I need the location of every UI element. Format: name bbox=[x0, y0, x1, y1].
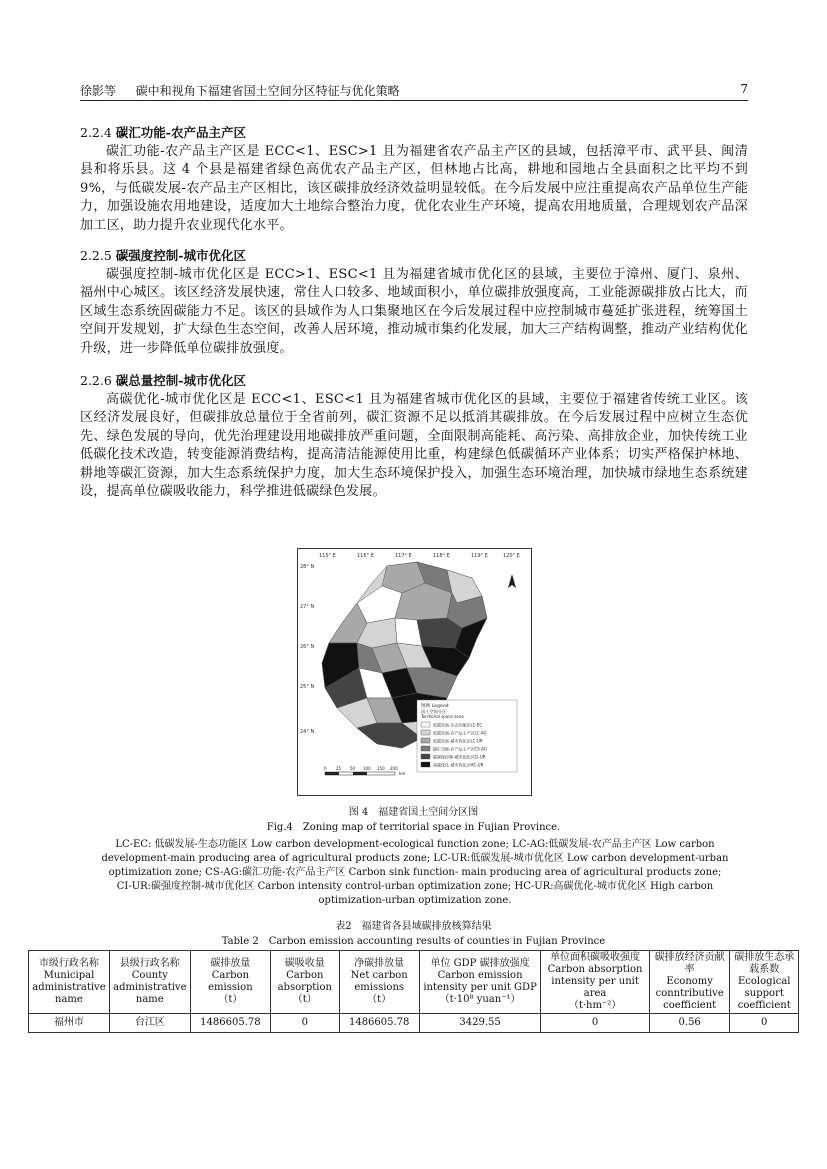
col-header-net-emissions: 净碳排放量 Net carbon emissions （t） bbox=[339, 951, 419, 1014]
section-paragraph: 高碳优化-城市优化区是 ECC<1、ESC<1 且为福建省城市优化区的县域，主要位于福建省传统工业区。该区经济发展良好，但碳排放总量位于全省前列，碳汇资源不足以抵消其碳排放。在今后发展过程中应树立生态优先、绿色发展的导向，优先治理建设用地碳排放严重问题，全面限制高能耗、高污染、高排放企业，加快传统工业低碳化技术改造，转变能源消费结构，提高清洁能源使用比重，构建绿色低碳循环产业体系；切实严格保护林地、耕地等碳汇资源，加大生态系统保护力度，加大生态环境保护投入，加强生态环境治理，加快城市绿地生态系统建设，提高单位碳吸收能力，科学推进低碳绿色发展。 bbox=[80, 391, 748, 499]
table-row bbox=[29, 1014, 799, 1033]
scale-label: 0 bbox=[324, 766, 327, 771]
section-number: 2.2.5 bbox=[80, 248, 112, 263]
lon-label: 115° E bbox=[319, 553, 336, 559]
section-number: 2.2.4 bbox=[80, 125, 112, 140]
section-paragraph: 碳汇功能-农产品主产区是 ECC<1、ESC>1 且为福建省农产品主产区的县域，包括漳平市、武平县、闽清县和将乐县。这 4 个县是福建省绿色高优农产品主产区，但林地占比高，耕地和园地占全县面积之比平均不到 9%，与低碳发展-农产品主产区相比，该区碳排放经济效益明显较低。在今后发展中应注重提高农产品单位生产能力，加强设施农用地建设，适度加大土地综合整治力度，优化农业生产环境，提高农用地质量，合理规划农产品深加工区，助力提升农业现代化水平。 bbox=[80, 143, 748, 233]
lat-label: 27° N bbox=[300, 604, 315, 610]
table-cell: 0 bbox=[730, 1014, 799, 1033]
legend-label: 高碳优化-城市优化区HC-UR bbox=[433, 762, 484, 768]
legend-label: 低碳发展-农产品主产区LC-AG bbox=[433, 730, 487, 736]
scale-label: 150 bbox=[377, 766, 385, 771]
legend-label: 碳强度控制-城市优化区CI-UR bbox=[433, 754, 486, 760]
table-cell: 0.56 bbox=[649, 1014, 730, 1033]
lon-label: 119° E bbox=[471, 553, 488, 559]
scale-label: 25 bbox=[336, 766, 342, 771]
lon-label: 118° E bbox=[433, 553, 450, 559]
scale-label: 200 bbox=[390, 766, 398, 771]
legend-swatch bbox=[421, 722, 430, 727]
col-header-gdp-intensity: 单位 GDP 碳排放强度 Carbon emission intensity per unit GDP （t·10⁸ yuan⁻¹） bbox=[419, 951, 540, 1014]
legend-swatch bbox=[421, 730, 430, 735]
section-2-2-6 bbox=[80, 372, 748, 502]
table-cell: 0 bbox=[271, 1014, 340, 1033]
col-header-carbon-absorption: 碳吸收量 Carbon absorption （t） bbox=[271, 951, 340, 1014]
lat-label: 24° N bbox=[300, 729, 315, 735]
lon-label: 116° E bbox=[357, 553, 374, 559]
lat-label: 28° N bbox=[300, 564, 315, 570]
zoning-map-figure bbox=[297, 548, 532, 796]
lon-label: 117° E bbox=[395, 553, 412, 559]
table-cell: 福州市 bbox=[29, 1014, 110, 1033]
lat-label: 25° N bbox=[300, 684, 315, 690]
scale-label: 50 bbox=[350, 766, 356, 771]
legend-subtitle: 国土空间分区 bbox=[421, 709, 447, 714]
legend-label: 低碳发展-城市优化区LC-UR bbox=[433, 738, 483, 744]
col-header-county: 县级行政名称 County administrative name bbox=[109, 951, 190, 1014]
table-cell: 1486605.78 bbox=[339, 1014, 419, 1033]
section-title: 碳强度控制-城市优化区 bbox=[115, 248, 246, 263]
zoning-map bbox=[297, 548, 532, 796]
legend-swatch bbox=[421, 754, 430, 759]
legend-swatch bbox=[421, 762, 430, 767]
map-legend bbox=[417, 700, 517, 772]
col-header-carbon-emission: 碳排放量 Carbon emission （t） bbox=[190, 951, 270, 1014]
col-header-ecological-coefficient: 碳排放生态承载系数 Ecological support coefficient bbox=[730, 951, 799, 1014]
header-left bbox=[80, 82, 400, 99]
col-header-economy-coefficient: 碳排放经济贡献率 Economy conntributive coefficient bbox=[649, 951, 730, 1014]
section-title: 碳总量控制-城市优化区 bbox=[115, 373, 246, 388]
legend-label: 低碳发展-生态功能区LC-EC bbox=[433, 722, 483, 728]
section-2-2-5 bbox=[80, 247, 748, 358]
section-paragraph: 碳强度控制-城市优化区是 ECC>1、ESC<1 且为福建省城市优化区的县域，主要位于漳州、厦门、泉州、福州中心城区。该区经济发展快速，常住人口较多、地域面积小，单位碳排放强度高，工业能源碳排放占比大，而区域生态系统固碳能力不足。该区的县域作为人口集聚地区在今后发展过程中应控制城市蔓延扩张进程，统筹国土空间开发规划，扩大绿色生态空间，改善人居环境，推动城市集约化发展，加大三产结构调整，推动产业结构优化升级，进一步降低单位碳排放强度。 bbox=[80, 266, 748, 356]
scale-unit: km bbox=[399, 771, 406, 776]
section-title: 碳汇功能-农产品主产区 bbox=[115, 125, 246, 140]
table-cell: 1486605.78 bbox=[190, 1014, 270, 1033]
header-title: 碳中和视角下福建省国土空间分区特征与优化策略 bbox=[135, 84, 400, 98]
section-heading bbox=[80, 124, 748, 143]
scale-label: 100 bbox=[363, 766, 371, 771]
section-heading bbox=[80, 372, 748, 391]
running-header bbox=[80, 80, 748, 101]
col-header-area-intensity: 单位面积碳吸收强度 Carbon absorption intensity per unit area （t·hm⁻²） bbox=[541, 951, 650, 1014]
header-authors: 徐影等 bbox=[80, 84, 117, 98]
table-cell: 台江区 bbox=[109, 1014, 190, 1033]
figure-note: LC-EC: 低碳发展-生态功能区 Low carbon development-ecological function zone; LC-AG:低碳发展-农产品主产区 Low carbon development-main producing area of agricultural products zone; LC-UR:低碳发展-城市优化区 Low carbon development-urban optimization zone; CS-AG:碳汇功能-农产品主产区 Carbon sink function- main producing area of agricultural products zone; CI-UR:碳强度控制-城市优化区 Carbon intensity control-urban optimization zone; HC-UR:高碳优化-城市优化区 High carbon optimization-urban optimization zone. bbox=[101, 839, 729, 906]
col-header-municipal: 市级行政名称 Municipal administrative name bbox=[29, 951, 110, 1014]
carbon-emission-table bbox=[28, 950, 799, 1033]
section-2-2-4 bbox=[80, 124, 748, 235]
legend-swatch bbox=[421, 746, 430, 751]
table-caption-zh: 表2 福建省各县域碳排放核算结果 bbox=[335, 921, 492, 932]
legend-title: 图例 Legend bbox=[421, 704, 449, 709]
table-caption-en: Table 2 Carbon emission accounting results of counties in Fujian Province bbox=[221, 936, 606, 947]
section-heading bbox=[80, 247, 748, 266]
table-cell: 3429.55 bbox=[419, 1014, 540, 1033]
legend-label: 碳汇功能-农产品主产区CS-AG bbox=[433, 746, 487, 752]
table-header-row bbox=[29, 951, 799, 1014]
section-number: 2.2.6 bbox=[80, 373, 112, 388]
figure-caption-zh: 图 4 福建省国土空间分区图 bbox=[348, 807, 479, 818]
page-number: 7 bbox=[740, 82, 748, 96]
lat-label: 26° N bbox=[300, 644, 315, 650]
table-cell: 0 bbox=[541, 1014, 650, 1033]
legend-subtitle-en: Territorial space zone bbox=[421, 714, 464, 719]
lon-label: 120° E bbox=[503, 553, 520, 559]
legend-swatch bbox=[421, 738, 430, 743]
figure-caption-en: Fig.4 Zoning map of territorial space in Fujian Province. bbox=[266, 822, 561, 833]
